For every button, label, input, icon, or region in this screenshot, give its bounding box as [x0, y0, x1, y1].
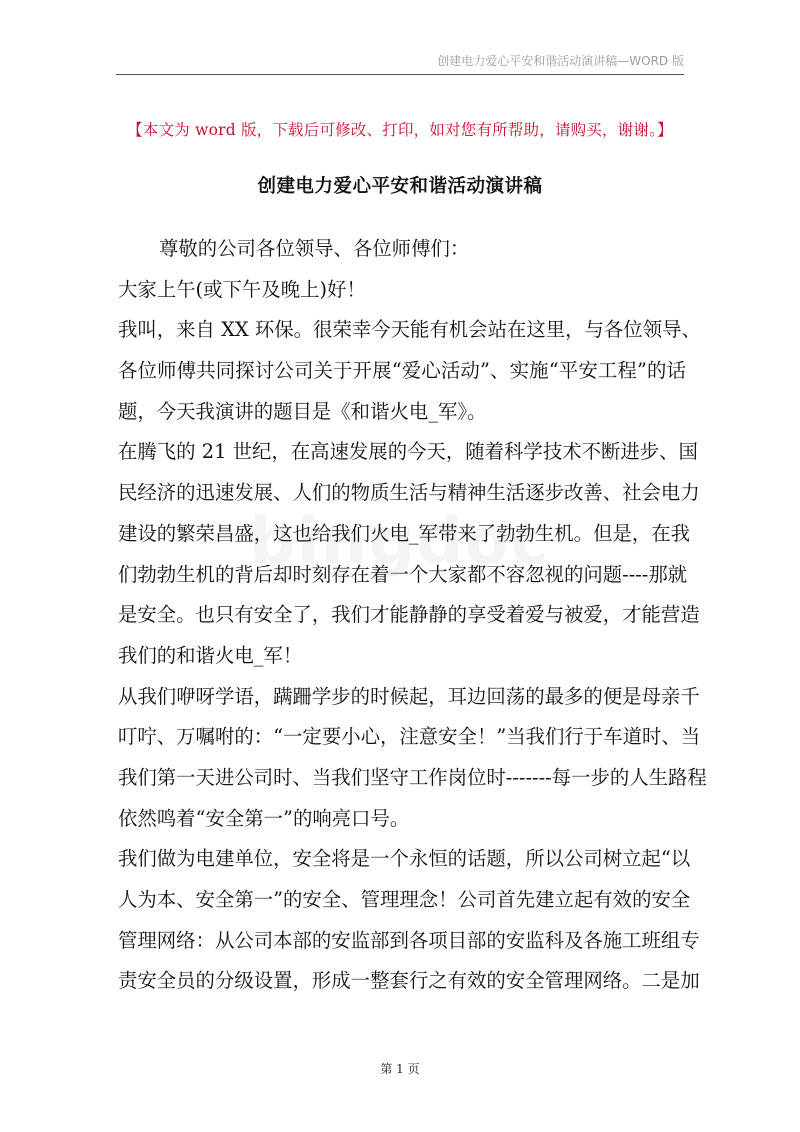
speech-body [118, 229, 707, 1002]
body-line: 题，今天我演讲的题目是《和谐火电_军》。 [118, 399, 487, 423]
body-line: 依然鸣着“安全第一”的响亮口号。 [118, 806, 410, 830]
body-line: 建设的繁荣昌盛，这也给我们火电_军带来了勃勃生机。但是，在我 [118, 521, 691, 545]
body-line: 管理网络：从公司本部的安监部到各项目部的安监科及各施工班组专 [118, 928, 700, 952]
body-line: 我叫，来自 XX 环保。很荣幸今天能有机会站在这里，与各位领导、 [118, 318, 701, 342]
page-number: 第 1 页 [380, 1062, 420, 1076]
document-title: 创建电力爱心平安和谐活动演讲稿 [257, 176, 543, 197]
word-version-notice: 【本文为 word 版，下载后可修改、打印，如对您有所帮助，请购买，谢谢。】 [127, 121, 673, 139]
body-line: 责安全员的分级设置，形成一整套行之有效的安全管理网络。二是加 [118, 969, 700, 993]
body-line: 是安全。也只有安全了，我们才能静静的享受着爱与被爱，才能营造 [118, 603, 700, 627]
body-line: 我们的和谐火电_军！ [118, 643, 303, 667]
body-line: 各位师傅共同探讨公司关于开展“爱心活动”、实施“平安工程”的话 [118, 359, 686, 383]
greeting-line: 大家上午(或下午及晚上)好！ [118, 277, 366, 301]
body-line: 们勃勃生机的背后却时刻存在着一个大家都不容忽视的问题----那就 [118, 562, 688, 586]
body-line: 我们做为电建单位，安全将是一个永恒的话题，所以公司树立起“以 [118, 847, 691, 871]
salutation-line: 尊敬的公司各位领导、各位师傅们： [159, 237, 470, 260]
body-line: 我们第一天进公司时、当我们坚守工作岗位时-------每一步的人生路程 [118, 765, 707, 789]
body-line: 在腾飞的 21 世纪，在高速发展的今天，随着科学技术不断进步、国 [118, 440, 698, 464]
body-line: 从我们咿呀学语，蹒跚学步的时候起，耳边回荡的最多的便是母亲千 [118, 684, 700, 708]
running-header: 创建电力爱心平安和谐活动演讲稿—WORD 版 [437, 54, 684, 68]
body-line: 叮咛、万嘱咐的：“一定要小心，注意安全！”当我们行于车道时、当 [118, 725, 701, 749]
body-line: 人为本、安全第一”的安全、管理理念！公司首先建立起有效的安全 [118, 888, 691, 911]
body-line: 民经济的迅速发展、人们的物质生活与精神生活逐步改善、社会电力 [118, 481, 700, 505]
header-divider [116, 74, 684, 75]
